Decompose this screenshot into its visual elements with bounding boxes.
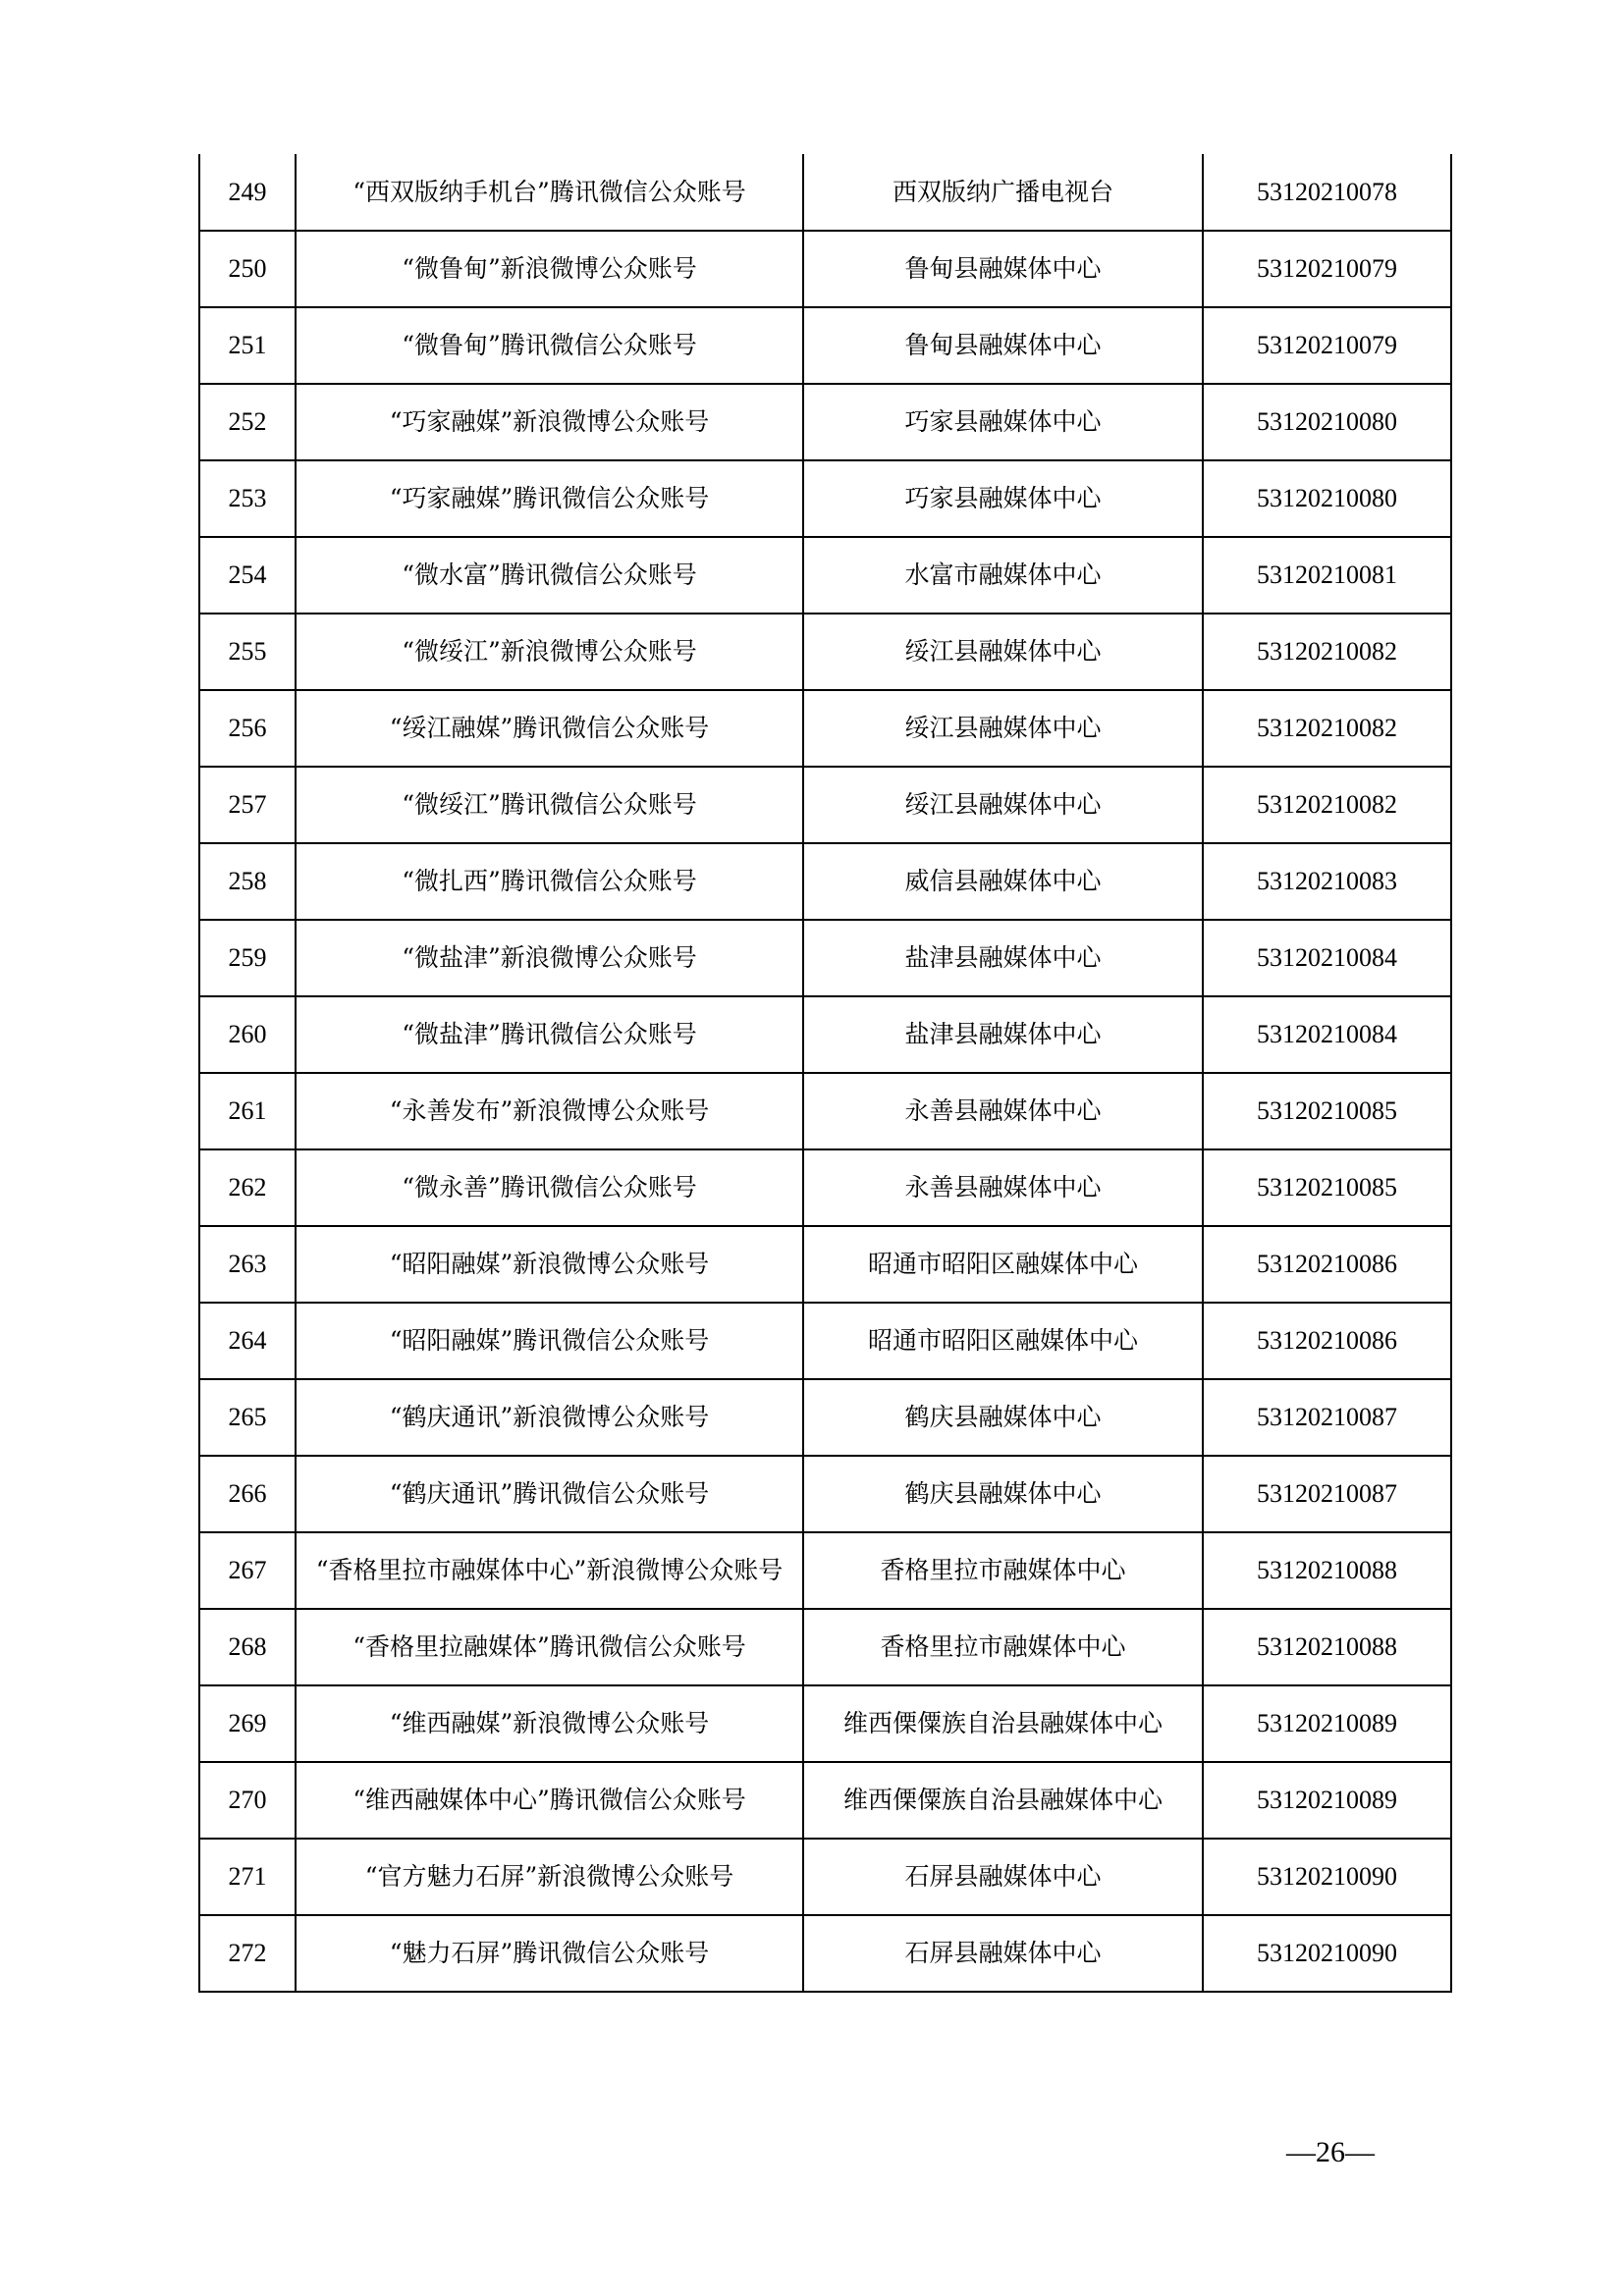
registration-code: 53120210089 bbox=[1203, 1762, 1451, 1839]
row-number: 255 bbox=[199, 614, 296, 690]
row-number: 268 bbox=[199, 1609, 296, 1685]
table-row bbox=[199, 996, 1451, 1073]
organization-name: 鲁甸县融媒体中心 bbox=[803, 231, 1203, 307]
account-name: “昭阳融媒”腾讯微信公众账号 bbox=[296, 1303, 803, 1379]
organization-name: 鹤庆县融媒体中心 bbox=[803, 1456, 1203, 1532]
registration-code: 53120210080 bbox=[1203, 460, 1451, 537]
account-name: “微绥江”腾讯微信公众账号 bbox=[296, 767, 803, 843]
organization-name: 巧家县融媒体中心 bbox=[803, 384, 1203, 460]
account-name: “巧家融媒”新浪微博公众账号 bbox=[296, 384, 803, 460]
organization-name: 昭通市昭阳区融媒体中心 bbox=[803, 1303, 1203, 1379]
table-row bbox=[199, 1685, 1451, 1762]
table-row bbox=[199, 767, 1451, 843]
row-number: 264 bbox=[199, 1303, 296, 1379]
registration-code: 53120210085 bbox=[1203, 1149, 1451, 1226]
registration-code: 53120210079 bbox=[1203, 307, 1451, 384]
row-number: 265 bbox=[199, 1379, 296, 1456]
organization-name: 绥江县融媒体中心 bbox=[803, 767, 1203, 843]
organization-name: 威信县融媒体中心 bbox=[803, 843, 1203, 920]
organization-name: 石屏县融媒体中心 bbox=[803, 1839, 1203, 1915]
row-number: 266 bbox=[199, 1456, 296, 1532]
organization-name: 鲁甸县融媒体中心 bbox=[803, 307, 1203, 384]
account-name: “魅力石屏”腾讯微信公众账号 bbox=[296, 1915, 803, 1992]
table-row bbox=[199, 231, 1451, 307]
registration-code: 53120210080 bbox=[1203, 384, 1451, 460]
organization-name: 盐津县融媒体中心 bbox=[803, 920, 1203, 996]
table-row bbox=[199, 460, 1451, 537]
row-number: 253 bbox=[199, 460, 296, 537]
organization-name: 维西傈僳族自治县融媒体中心 bbox=[803, 1762, 1203, 1839]
row-number: 262 bbox=[199, 1149, 296, 1226]
account-name: “微盐津”腾讯微信公众账号 bbox=[296, 996, 803, 1073]
account-name: “微绥江”新浪微博公众账号 bbox=[296, 614, 803, 690]
account-name: “永善发布”新浪微博公众账号 bbox=[296, 1073, 803, 1149]
registration-code: 53120210090 bbox=[1203, 1915, 1451, 1992]
registration-code: 53120210084 bbox=[1203, 920, 1451, 996]
organization-name: 昭通市昭阳区融媒体中心 bbox=[803, 1226, 1203, 1303]
row-number: 254 bbox=[199, 537, 296, 614]
registration-code: 53120210087 bbox=[1203, 1379, 1451, 1456]
row-number: 251 bbox=[199, 307, 296, 384]
organization-name: 石屏县融媒体中心 bbox=[803, 1915, 1203, 1992]
row-number: 259 bbox=[199, 920, 296, 996]
account-name: “微永善”腾讯微信公众账号 bbox=[296, 1149, 803, 1226]
row-number: 249 bbox=[199, 154, 296, 231]
registration-code: 53120210086 bbox=[1203, 1226, 1451, 1303]
organization-name: 香格里拉市融媒体中心 bbox=[803, 1609, 1203, 1685]
table-row bbox=[199, 1839, 1451, 1915]
table-row bbox=[199, 1073, 1451, 1149]
account-name: “鹤庆通讯”新浪微博公众账号 bbox=[296, 1379, 803, 1456]
registration-code: 53120210081 bbox=[1203, 537, 1451, 614]
account-name: “香格里拉市融媒体中心”新浪微博公众账号 bbox=[296, 1532, 803, 1609]
table-body bbox=[199, 154, 1451, 1992]
row-number: 260 bbox=[199, 996, 296, 1073]
account-name: “昭阳融媒”新浪微博公众账号 bbox=[296, 1226, 803, 1303]
registration-code: 53120210082 bbox=[1203, 614, 1451, 690]
table-row bbox=[199, 154, 1451, 231]
account-name: “鹤庆通讯”腾讯微信公众账号 bbox=[296, 1456, 803, 1532]
row-number: 252 bbox=[199, 384, 296, 460]
table-row bbox=[199, 1303, 1451, 1379]
table-row bbox=[199, 1609, 1451, 1685]
row-number: 250 bbox=[199, 231, 296, 307]
table-row bbox=[199, 1149, 1451, 1226]
organization-name: 香格里拉市融媒体中心 bbox=[803, 1532, 1203, 1609]
registration-code: 53120210085 bbox=[1203, 1073, 1451, 1149]
table-row bbox=[199, 307, 1451, 384]
row-number: 269 bbox=[199, 1685, 296, 1762]
account-name: “维西融媒体中心”腾讯微信公众账号 bbox=[296, 1762, 803, 1839]
registration-code: 53120210086 bbox=[1203, 1303, 1451, 1379]
registration-code: 53120210082 bbox=[1203, 690, 1451, 767]
organization-name: 西双版纳广播电视台 bbox=[803, 154, 1203, 231]
registration-code: 53120210078 bbox=[1203, 154, 1451, 231]
organization-name: 水富市融媒体中心 bbox=[803, 537, 1203, 614]
account-name: “西双版纳手机台”腾讯微信公众账号 bbox=[296, 154, 803, 231]
organization-name: 维西傈僳族自治县融媒体中心 bbox=[803, 1685, 1203, 1762]
account-name: “微水富”腾讯微信公众账号 bbox=[296, 537, 803, 614]
account-name: “微盐津”新浪微博公众账号 bbox=[296, 920, 803, 996]
table-row bbox=[199, 384, 1451, 460]
account-name: “绥江融媒”腾讯微信公众账号 bbox=[296, 690, 803, 767]
table-row bbox=[199, 1226, 1451, 1303]
registration-code: 53120210090 bbox=[1203, 1839, 1451, 1915]
account-name: “维西融媒”新浪微博公众账号 bbox=[296, 1685, 803, 1762]
organization-name: 鹤庆县融媒体中心 bbox=[803, 1379, 1203, 1456]
account-name: “微鲁甸”腾讯微信公众账号 bbox=[296, 307, 803, 384]
row-number: 270 bbox=[199, 1762, 296, 1839]
registration-code: 53120210087 bbox=[1203, 1456, 1451, 1532]
table-row bbox=[199, 1762, 1451, 1839]
organization-name: 永善县融媒体中心 bbox=[803, 1073, 1203, 1149]
row-number: 256 bbox=[199, 690, 296, 767]
account-name: “巧家融媒”腾讯微信公众账号 bbox=[296, 460, 803, 537]
registration-code: 53120210079 bbox=[1203, 231, 1451, 307]
registration-code: 53120210089 bbox=[1203, 1685, 1451, 1762]
page-number: —26— bbox=[1286, 2136, 1375, 2168]
registration-code: 53120210088 bbox=[1203, 1609, 1451, 1685]
account-name: “香格里拉融媒体”腾讯微信公众账号 bbox=[296, 1609, 803, 1685]
row-number: 261 bbox=[199, 1073, 296, 1149]
organization-name: 永善县融媒体中心 bbox=[803, 1149, 1203, 1226]
row-number: 263 bbox=[199, 1226, 296, 1303]
row-number: 258 bbox=[199, 843, 296, 920]
row-number: 271 bbox=[199, 1839, 296, 1915]
table-row bbox=[199, 690, 1451, 767]
registration-code: 53120210084 bbox=[1203, 996, 1451, 1073]
row-number: 257 bbox=[199, 767, 296, 843]
account-name: “官方魅力石屏”新浪微博公众账号 bbox=[296, 1839, 803, 1915]
row-number: 272 bbox=[199, 1915, 296, 1992]
organization-name: 盐津县融媒体中心 bbox=[803, 996, 1203, 1073]
account-name: “微鲁甸”新浪微博公众账号 bbox=[296, 231, 803, 307]
table-row bbox=[199, 537, 1451, 614]
table-row bbox=[199, 1915, 1451, 1992]
organization-name: 巧家县融媒体中心 bbox=[803, 460, 1203, 537]
registration-code: 53120210082 bbox=[1203, 767, 1451, 843]
table-row bbox=[199, 843, 1451, 920]
account-name: “微扎西”腾讯微信公众账号 bbox=[296, 843, 803, 920]
table-row bbox=[199, 920, 1451, 996]
table-row bbox=[199, 1456, 1451, 1532]
table-row bbox=[199, 614, 1451, 690]
organization-name: 绥江县融媒体中心 bbox=[803, 614, 1203, 690]
registration-code: 53120210088 bbox=[1203, 1532, 1451, 1609]
table-row bbox=[199, 1379, 1451, 1456]
organization-name: 绥江县融媒体中心 bbox=[803, 690, 1203, 767]
registration-code: 53120210083 bbox=[1203, 843, 1451, 920]
row-number: 267 bbox=[199, 1532, 296, 1609]
table-row bbox=[199, 1532, 1451, 1609]
media-account-table bbox=[198, 154, 1452, 1993]
